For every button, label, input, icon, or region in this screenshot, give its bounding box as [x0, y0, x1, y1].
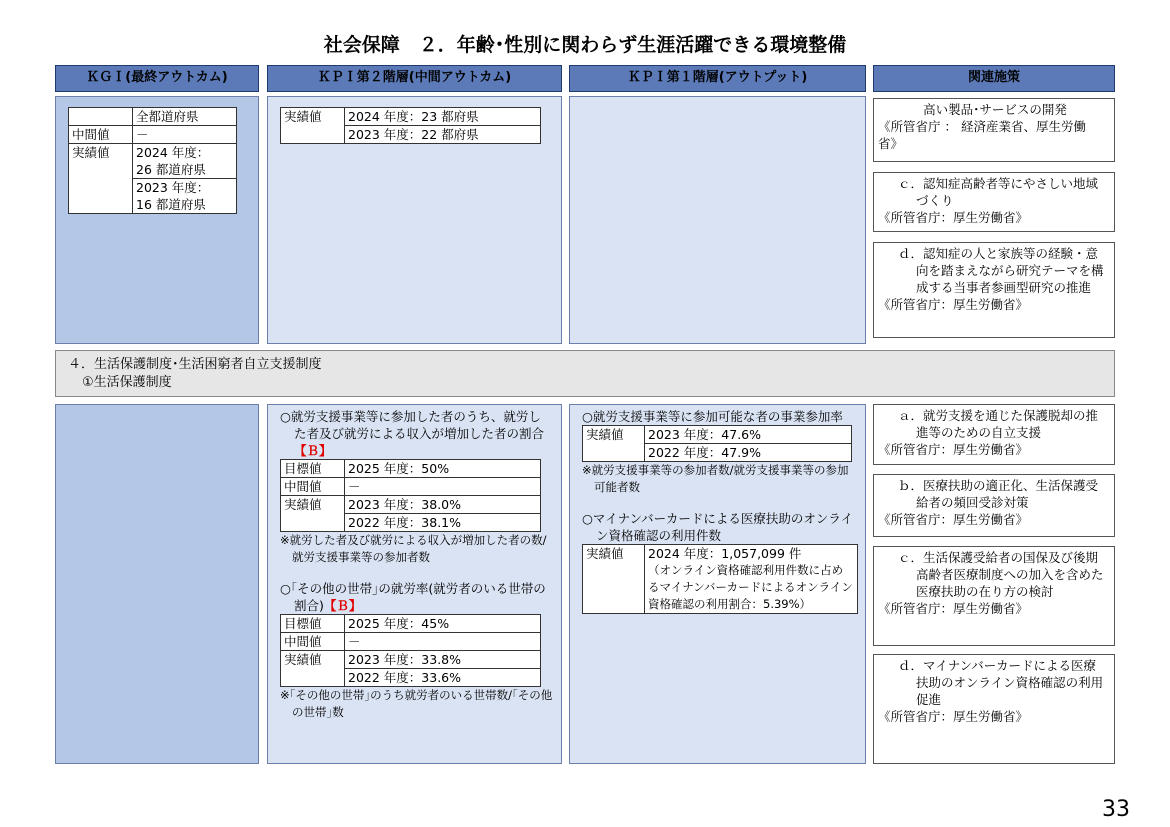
kpi2-item1-table [280, 459, 541, 532]
kgi-row-value: 2024 年度： 26 都道府県 [133, 144, 237, 179]
measure-ministry: 《所管省庁：厚生労働省》 [878, 209, 1029, 225]
section-subtitle: ①生活保護制度 [82, 375, 172, 390]
measure-ministry: 《所管省庁 ： 経済産業省、厚生労働省》 [878, 118, 1086, 151]
row-label: 目標値 [281, 615, 345, 633]
measure-box [873, 546, 1115, 646]
row-label: 中間値 [281, 478, 345, 496]
kgi-panel-bottom [55, 404, 259, 764]
measure-title: ｄ．マイナンバーカードによる医療扶助のオンライン資格確認の利用促進 [898, 658, 1104, 707]
kpi2-top-value: 2023 年度：22 都府県 [345, 126, 541, 144]
kpi2-item2-table [280, 614, 541, 687]
page-number: 33 [1102, 797, 1130, 822]
kpi-item-text: ○就労支援事業等に参加した者のうち、就労した者及び就労による収入が増加した者の割合【Ｂ】 [280, 409, 545, 458]
kgi-table-corner [69, 108, 133, 126]
row-value: 2025 年度：50% [345, 460, 541, 478]
rating-badge: 【Ｂ】 [294, 443, 332, 458]
kpi-note: ※就労支援事業等の参加者数/就労支援事業等の参加可能者数 [582, 463, 849, 494]
measures-panel-bottom [873, 404, 1115, 764]
kpi-note: ※｢その他の世帯｣のうち就労者のいる世帯数/｢その他の世帯｣数 [280, 688, 553, 719]
row-label: 実績値 [583, 426, 645, 462]
measure-ministry: 《所管省庁：厚生労働省》 [878, 708, 1029, 724]
kpi-item-text: ○就労支援事業等に参加可能な者の事業参加率 [582, 409, 843, 424]
measure-box [873, 654, 1115, 764]
section-title: ４．生活保護制度･生活困窮者自立支援制度 [68, 357, 322, 372]
kpi2-top-table [280, 107, 541, 144]
row-value: － [345, 633, 541, 651]
measure-title: ｃ．認知症高齢者等にやさしい地域づくり [898, 176, 1099, 208]
row-value: － [345, 478, 541, 496]
measure-box [873, 404, 1115, 465]
kgi-row-value: － [133, 126, 237, 144]
header-kgi: ＫＧＩ(最終アウトカム) [55, 65, 259, 92]
kpi2-top-value: 2024 年度：23 都府県 [345, 108, 541, 126]
measure-title: ｃ．生活保護受給者の国保及び後期高齢者医療制度への加入を含めた医療扶助の在り方の検討 [898, 550, 1104, 599]
row-label: 実績値 [281, 651, 345, 687]
row-subvalue: （オンライン資格確認利用件数に占めるマイナンバーカードによるオンライン資格確認の利用割合：5.39%） [648, 563, 853, 611]
row-value: 2024 年度：1,057,099 件 [648, 546, 802, 561]
kgi-row-label: 実績値 [69, 144, 133, 214]
measure-box [873, 98, 1115, 162]
kpi2-panel-top [267, 96, 562, 344]
section-band [55, 350, 1115, 397]
row-value: 2023 年度：33.8% [345, 651, 541, 669]
kgi-row-label: 中間値 [69, 126, 133, 144]
header-kpi1: ＫＰＩ第１階層(アウトプット) [569, 65, 866, 92]
kpi-item-text: ○マイナンバーカードによる医療扶助のオンライン資格確認の利用件数 [582, 511, 854, 543]
row-label: 中間値 [281, 633, 345, 651]
measure-ministry: 《所管省庁：厚生労働省》 [878, 296, 1029, 312]
page-title: 社会保障 ２．年齢･性別に関わらず生涯活躍できる環境整備 [323, 34, 847, 56]
row-value: 2025 年度：45% [345, 615, 541, 633]
row-label: 実績値 [281, 496, 345, 532]
measures-panel-top [873, 96, 1115, 344]
measure-title: ｂ．医療扶助の適正化、生活保護受給者の頻回受診対策 [898, 478, 1099, 510]
kpi1-panel-top [569, 96, 866, 344]
row-label: 目標値 [281, 460, 345, 478]
row-value: 2023 年度：47.6% [645, 426, 852, 444]
kgi-row-value: 2023 年度： 16 都道府県 [133, 179, 237, 214]
measure-title: 高い製品･サービスの開発 [923, 102, 1067, 117]
row-value: 2022 年度：47.9% [645, 444, 852, 462]
measure-box [873, 242, 1115, 338]
kgi-table [68, 107, 237, 214]
measure-ministry: 《所管省庁：厚生労働省》 [878, 441, 1029, 457]
kpi-item-text: ○｢その他の世帯｣の就労率(就労者のいる世帯の割合)【Ｂ】 [280, 581, 546, 613]
row-label: 実績値 [583, 545, 645, 614]
measure-box [873, 172, 1115, 232]
measure-box [873, 474, 1115, 537]
measure-ministry: 《所管省庁：厚生労働省》 [878, 511, 1029, 527]
measure-ministry: 《所管省庁：厚生労働省》 [878, 600, 1029, 616]
header-measures: 関連施策 [873, 65, 1115, 92]
kpi1-item2-table [582, 544, 858, 614]
row-value: 2023 年度：38.0% [345, 496, 541, 514]
kpi1-item1-table [582, 425, 852, 462]
kgi-panel-top [55, 96, 259, 344]
kpi2-top-label: 実績値 [281, 108, 345, 144]
rating-badge: 【Ｂ】 [323, 598, 362, 613]
kpi1-panel-bottom [569, 404, 866, 764]
row-value: 2022 年度：33.6% [345, 669, 541, 687]
header-kpi2: ＫＰＩ第２階層(中間アウトカム) [267, 65, 562, 92]
kpi2-panel-bottom [267, 404, 562, 764]
measure-title: ｄ．認知症の人と家族等の経験・意向を踏まえながら研究テーマを構成する当事者参画型研究の推進 [898, 246, 1104, 295]
measure-title: ａ．就労支援を通じた保護脱却の推進等のための自立支援 [898, 408, 1099, 440]
row-value: 2022 年度：38.1% [345, 514, 541, 532]
kpi-note: ※就労した者及び就労による収入が増加した者の数/就労支援事業等の参加者数 [280, 533, 547, 564]
kgi-table-col-header: 全都道府県 [133, 108, 237, 126]
